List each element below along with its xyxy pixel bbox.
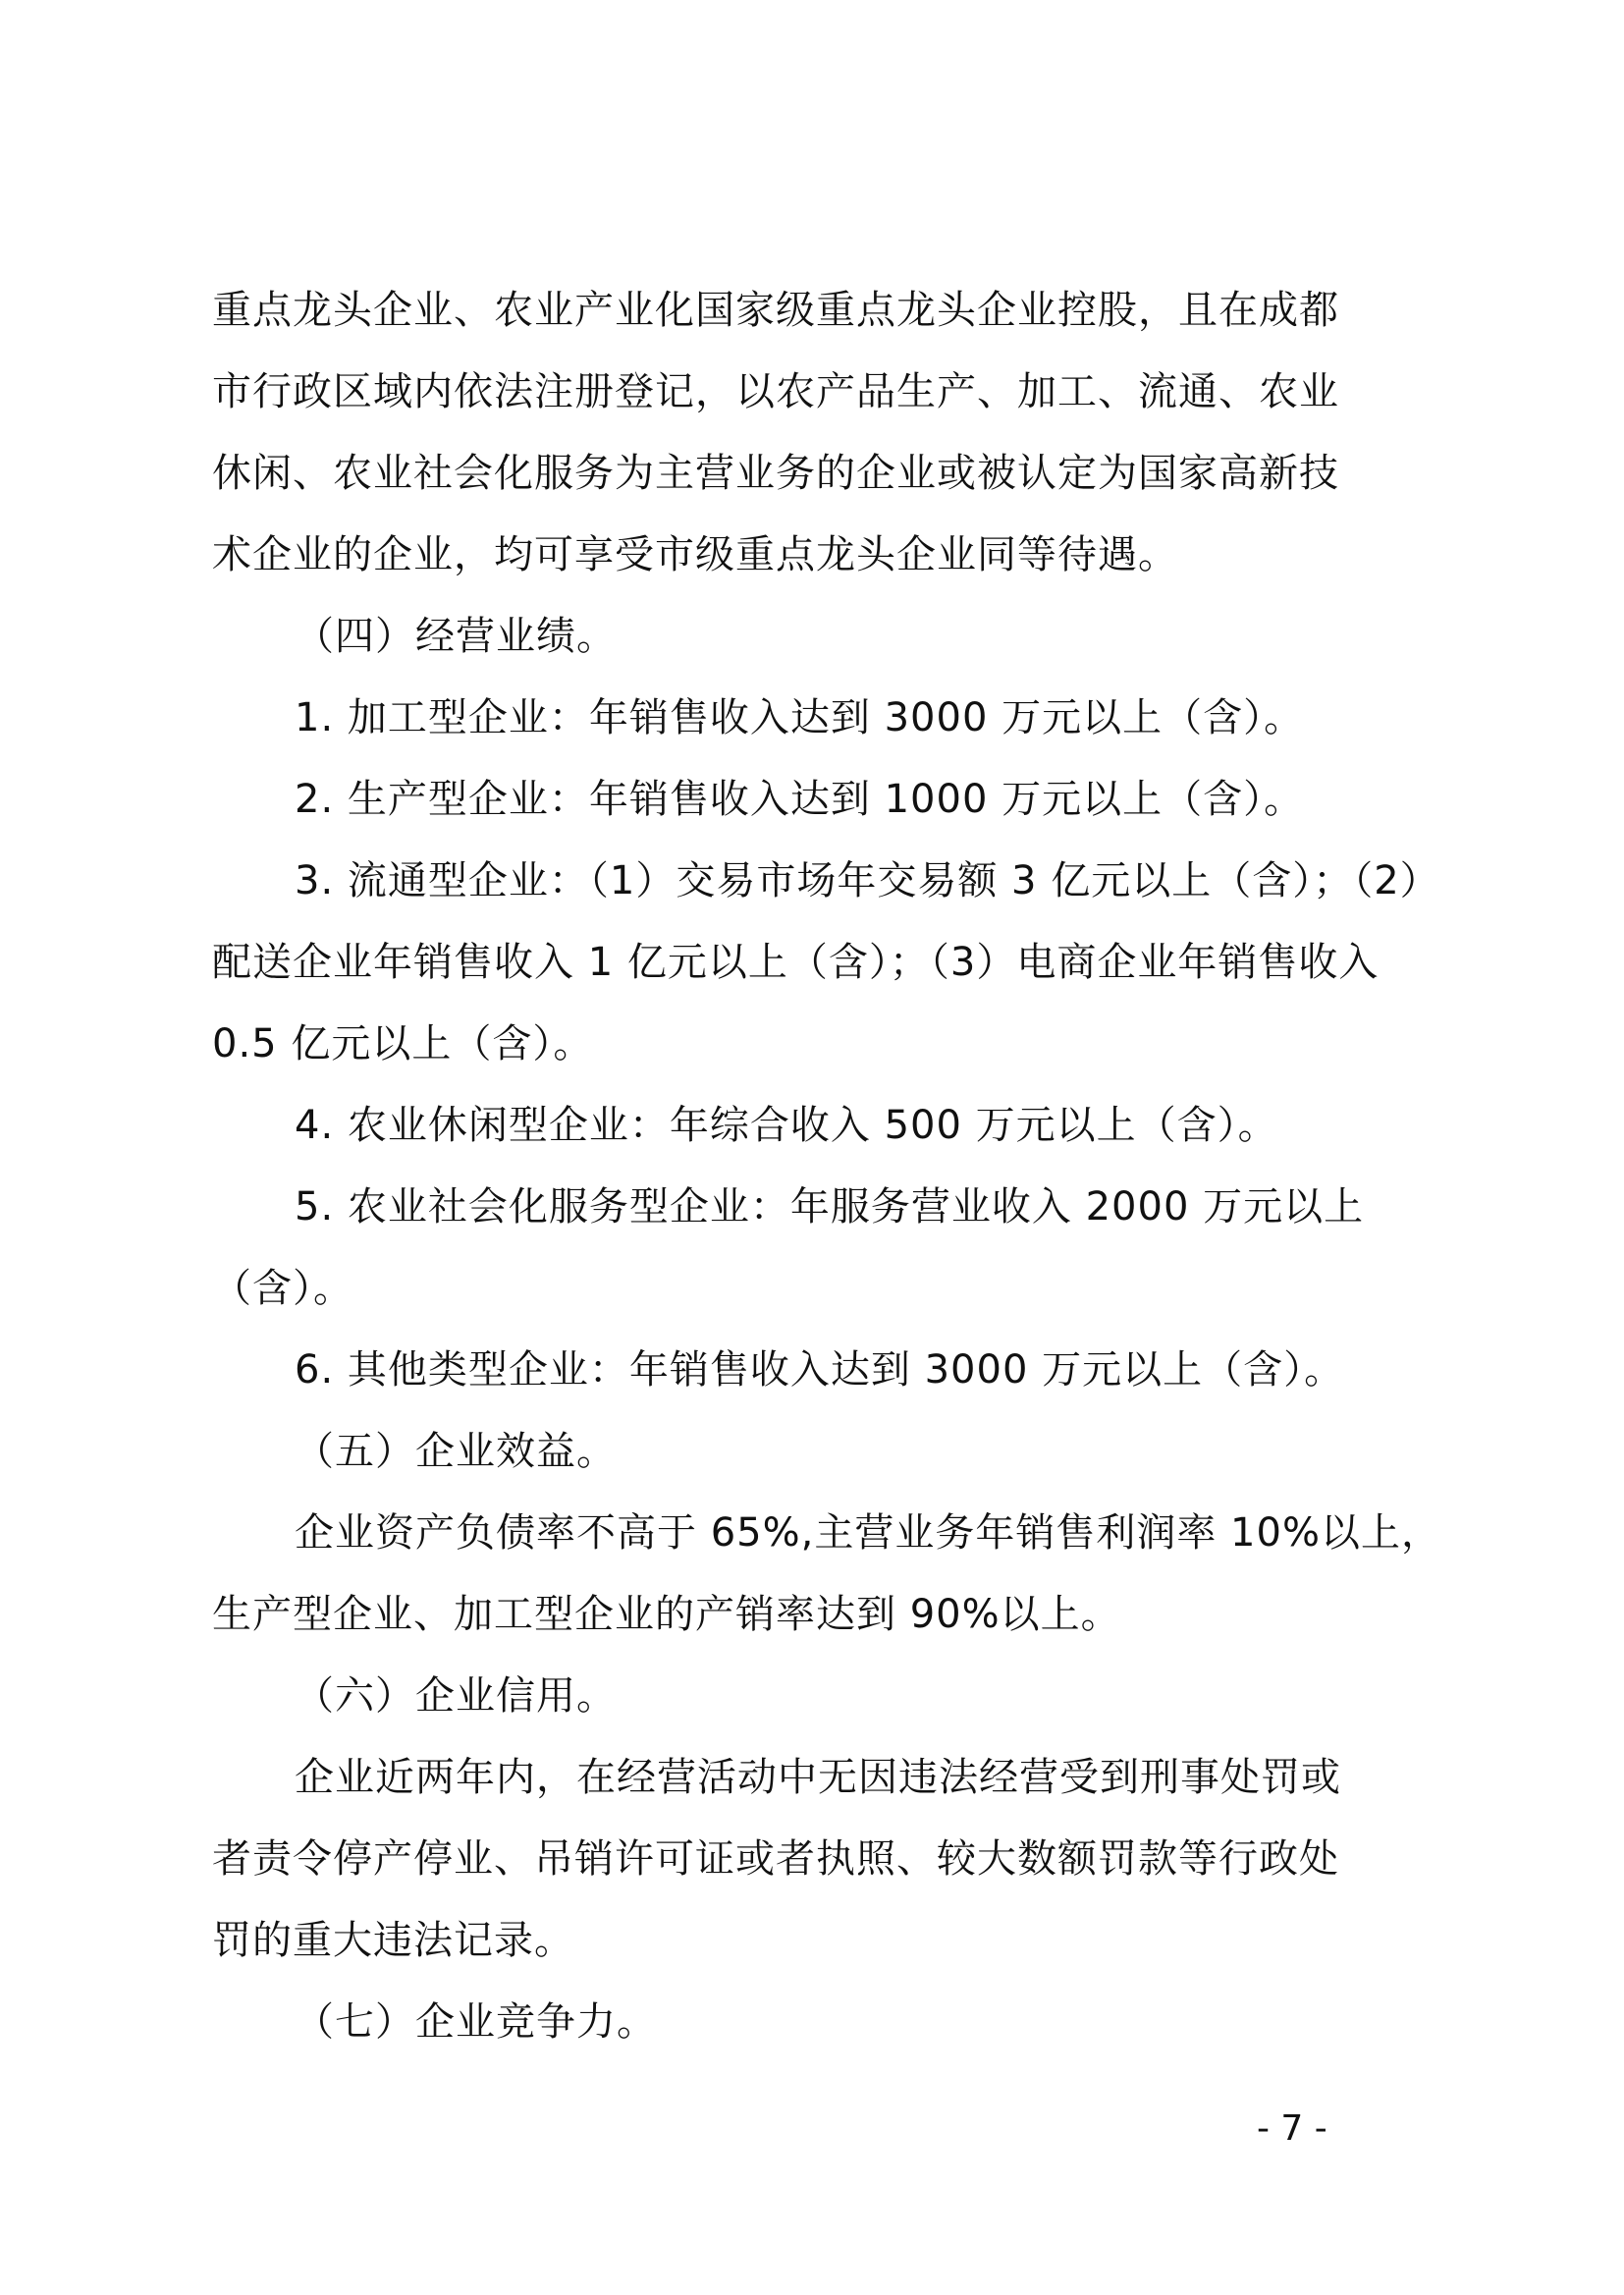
list-item: 2. 生产型企业：年销售收入达到 1000 万元以上（含）。 bbox=[295, 777, 1305, 822]
section-heading: （五）企业效益。 bbox=[295, 1429, 617, 1474]
body-text-line: 企业资产负债率不高于 65%,主营业务年销售利润率 10%以上， bbox=[295, 1510, 1441, 1556]
list-item-continuation: （含）。 bbox=[212, 1266, 353, 1311]
list-item: 3. 流通型企业：（1）交易市场年交易额 3 亿元以上（含）；（2） bbox=[295, 858, 1440, 903]
body-text-line: 者责令停产停业、吊销许可证或者执照、较大数额罚款等行政处 bbox=[212, 1836, 1339, 1882]
list-item: 1. 加工型企业：年销售收入达到 3000 万元以上（含）。 bbox=[295, 695, 1305, 740]
page-number: - 7 - bbox=[1257, 2108, 1327, 2149]
body-text-line: 术企业的企业，均可享受市级重点龙头企业同等待遇。 bbox=[212, 532, 1178, 577]
section-heading: （四）经营业绩。 bbox=[295, 614, 617, 659]
section-heading: （六）企业信用。 bbox=[295, 1673, 617, 1719]
body-text-line: 生产型企业、加工型企业的产销率达到 90%以上。 bbox=[212, 1592, 1121, 1637]
list-item-continuation: 配送企业年销售收入 1 亿元以上（含）；（3）电商企业年销售收入 bbox=[212, 940, 1380, 985]
body-text-line: 市行政区域内依法注册登记，以农产品生产、加工、流通、农业 bbox=[212, 369, 1339, 414]
section-heading: （七）企业竞争力。 bbox=[295, 1999, 657, 2045]
body-text-line: 罚的重大违法记录。 bbox=[212, 1918, 574, 1963]
list-item: 4. 农业休闲型企业：年综合收入 500 万元以上（含）。 bbox=[295, 1103, 1278, 1148]
body-text-line: 企业近两年内，在经营活动中无因违法经营受到刑事处罚或 bbox=[295, 1755, 1341, 1800]
list-item: 6. 其他类型企业：年销售收入达到 3000 万元以上（含）。 bbox=[295, 1347, 1345, 1393]
list-item-continuation: 0.5 亿元以上（含）。 bbox=[212, 1021, 594, 1066]
body-text-line: 休闲、农业社会化服务为主营业务的企业或被认定为国家高新技 bbox=[212, 451, 1339, 496]
list-item: 5. 农业社会化服务型企业：年服务营业收入 2000 万元以上 bbox=[295, 1184, 1365, 1229]
body-text-line: 重点龙头企业、农业产业化国家级重点龙头企业控股，且在成都 bbox=[212, 288, 1339, 333]
